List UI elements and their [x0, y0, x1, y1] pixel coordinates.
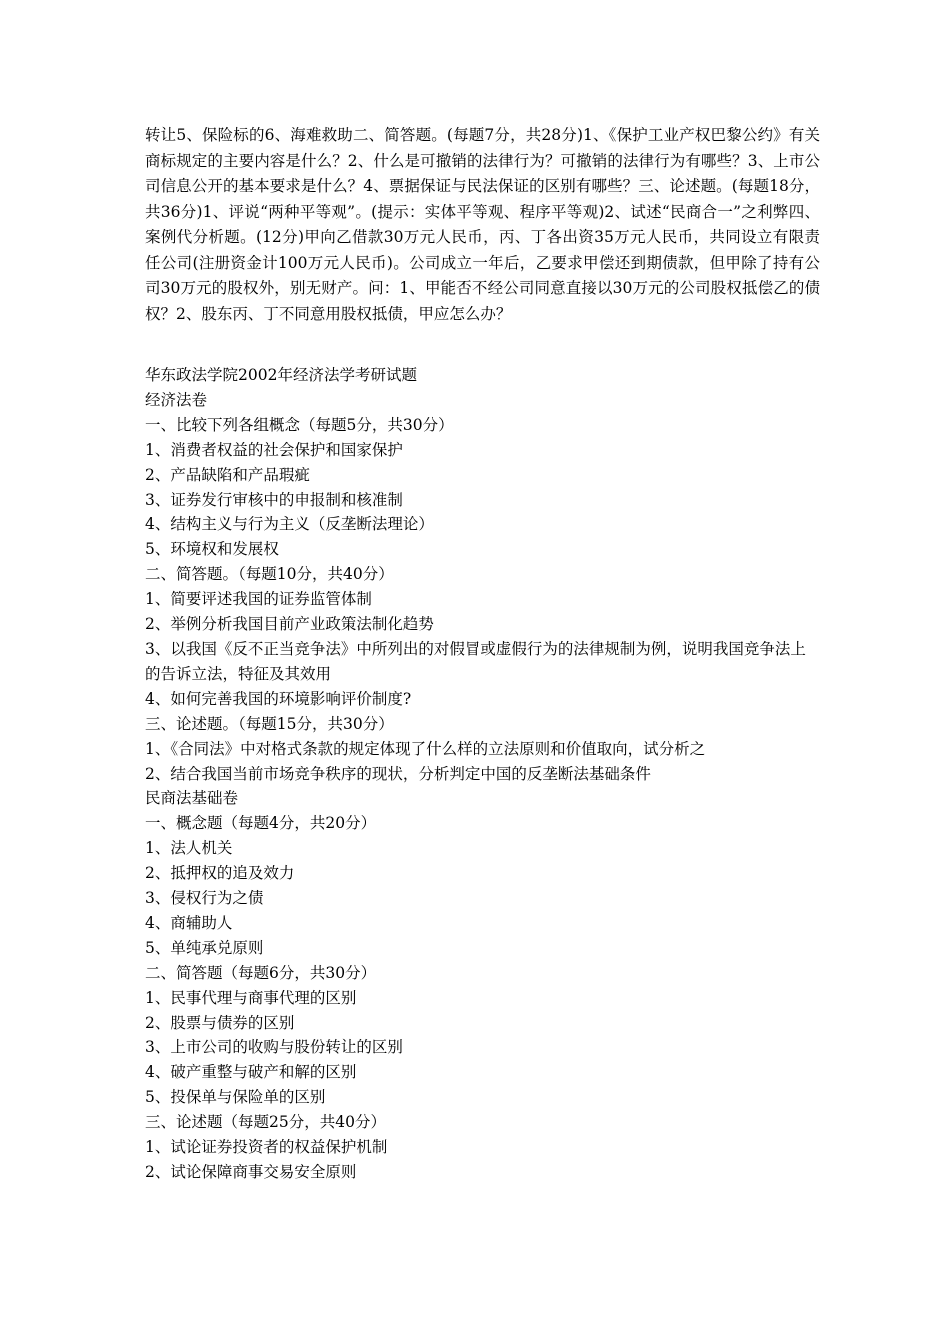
question-item: 2、结合我国当前市场竞争秩序的现状，分析判定中国的反垄断法基础条件	[145, 764, 651, 783]
question-item: 3、以我国《反不正当竞争法》中所列出的对假冒或虚假行为的法律规制为例，说明我国竞争法上的告诉立法，特征及其效用	[145, 639, 806, 683]
question-item: 5、环境权和发展权	[145, 540, 279, 559]
question-item: 3、侵权行为之债	[145, 889, 264, 908]
section-heading-economic-law: 经济法卷	[145, 390, 208, 409]
question-item: 3、证券发行审核中的申报制和核准制	[145, 490, 403, 509]
question-item: 2、试论保障商事交易安全原则	[145, 1163, 357, 1181]
question-item: 5、单纯承兑原则	[145, 938, 264, 957]
question-item: 4、结构主义与行为主义（反垄断法理论）	[145, 515, 434, 534]
intro-paragraph: 转让5、保险标的6、海难救助二、简答题。(每题7分，共28分)1、《保护工业产权巴黎公约》有关商标规定的主要内容是什么？2、什么是可撤销的法律行为？可撤销的法律行为有哪些？3、上市公司信息公开的基本要求是什么？4、票据保证与民法保证的区别有哪些？三、论述题。(每题18分，共36分)1、评说“两种平等观”。(提示：实体平等观、程序平等观)2、试述“民商合一”之利弊四、案例代分析题。(12分)甲向乙借款30万元人民币，丙、丁各出资35万元人民币，共同设立有限责任公司(注册资金计100万元人民币)。公司成立一年后，乙要求甲偿还到期债款，但甲除了持有公司30万元的股权外，别无财产。问：1、甲能否不经公司同意直接以30万元的公司股权抵偿乙的债权？2、股东丙、丁不同意用股权抵债，甲应怎么办？	[145, 126, 820, 323]
question-item: 5、投保单与保险单的区别	[145, 1088, 326, 1107]
question-item: 3、上市公司的收购与股份转让的区别	[145, 1038, 403, 1057]
question-group-heading: 二、简答题。（每题10分，共40分）	[145, 565, 394, 584]
question-item: 1、简要评述我国的证券监管体制	[145, 590, 372, 609]
question-item: 2、股票与债券的区别	[145, 1013, 295, 1032]
question-group-heading: 一、概念题（每题4分，共20分）	[145, 814, 377, 833]
question-item: 1、《合同法》中对格式条款的规定体现了什么样的立法原则和价值取向，试分析之	[145, 739, 706, 758]
question-item: 2、产品缺陷和产品瑕疵	[145, 465, 310, 484]
exam-content	[145, 363, 820, 1185]
question-item: 4、商辅助人	[145, 913, 233, 932]
paragraph-gap	[145, 327, 820, 363]
section-heading-civil-commercial-law: 民商法基础卷	[145, 789, 239, 808]
question-item: 1、民事代理与商事代理的区别	[145, 988, 357, 1007]
question-item: 1、消费者权益的社会保护和国家保护	[145, 440, 403, 459]
question-item: 4、如何完善我国的环境影响评价制度?	[145, 689, 412, 708]
question-item: 1、法人机关	[145, 839, 233, 858]
question-item: 2、抵押权的追及效力	[145, 864, 295, 883]
question-group-heading: 三、论述题（每题25分，共40分）	[145, 1113, 386, 1132]
question-group-heading: 一、比较下列各组概念（每题5分，共30分）	[145, 415, 454, 434]
question-item: 4、破产重整与破产和解的区别	[145, 1063, 357, 1082]
question-item: 2、举例分析我国目前产业政策法制化趋势	[145, 615, 434, 634]
exam-title: 华东政法学院2002年经济法学考研试题	[145, 366, 417, 384]
question-item: 1、试论证券投资者的权益保护机制	[145, 1138, 388, 1157]
question-group-heading: 二、简答题（每题6分，共30分）	[145, 963, 377, 982]
question-group-heading: 三、论述题。（每题15分，共30分）	[145, 714, 394, 733]
